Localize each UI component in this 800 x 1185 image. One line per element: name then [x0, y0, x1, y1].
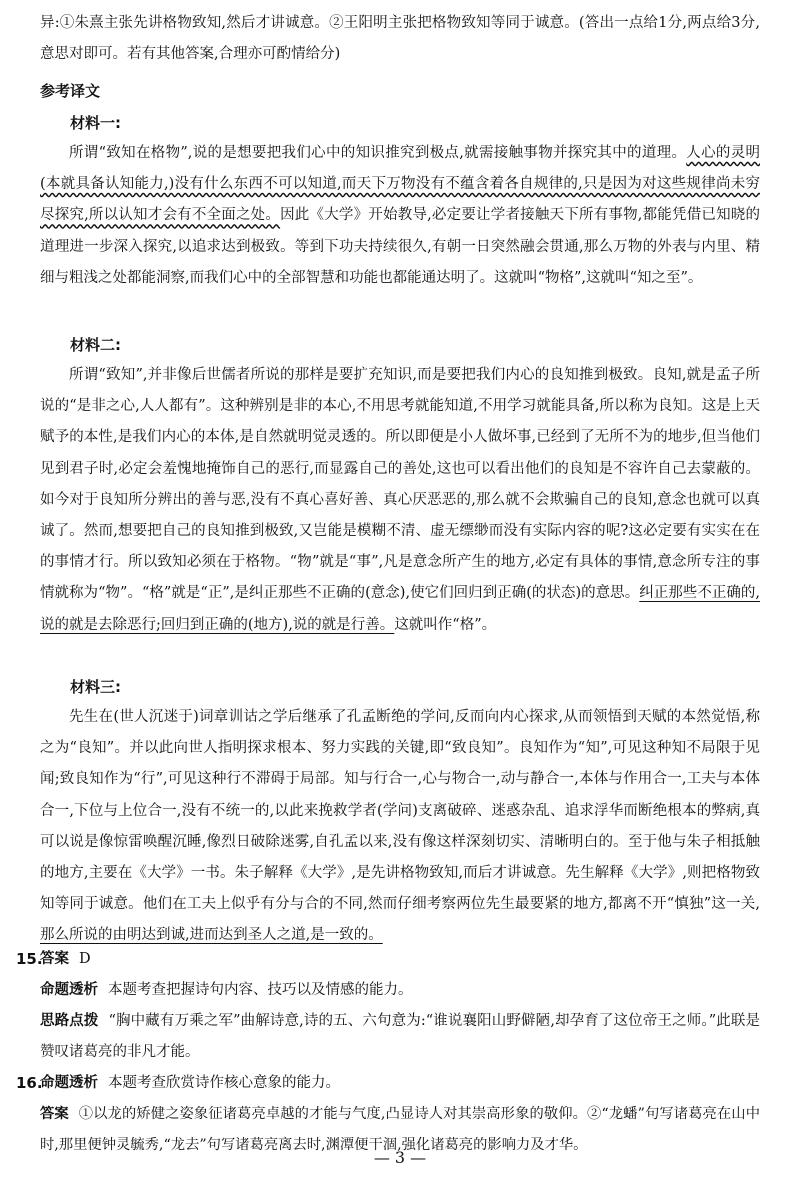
q15-hint-label: 思路点拨 — [40, 1013, 99, 1029]
q15-analysis-line — [40, 975, 760, 1006]
q16-analysis-label: 命题透析 — [40, 1075, 98, 1091]
material3-underline: 那么所说的由明达到诚,进而达到圣人之道,是一致的。 — [40, 927, 383, 944]
material3-title: 材料三: — [70, 678, 121, 696]
intro-paragraph — [40, 8, 760, 70]
material1-wavy-underline: 人心的灵明(本就具备认知能力,)没有什么东西不可以知道,而天下万物没有不蕴含着各自规律的,只是因为对这些规律尚未穷尽探究,所以认知才会有不全面之处。 — [40, 145, 760, 224]
q16-answer-text: ①以龙的矫健之姿象征诸葛亮卓越的才能与气度,凸显诗人对其崇高形象的敬仰。②“龙蟠”句写诸葛亮在山中时,那里便钟灵毓秀,“龙去”句写诸葛亮离去时,渊潭便干涸,强化诸葛亮的影响力及才华。 — [40, 1106, 760, 1154]
material2-paragraph — [40, 360, 760, 641]
material3-paragraph — [40, 702, 760, 952]
q15-hint-text: “胸中藏有万乘之军”曲解诗意,诗的五、六句意为:“谁说襄阳山野僻陋,却孕育了这位帝王之师。”此联是赞叹诸葛亮的非凡才能。 — [40, 1013, 760, 1061]
material1-paragraph — [40, 138, 760, 294]
material1-title: 材料一: — [70, 114, 121, 132]
material2-text-a: 所谓“致知”,并非像后世儒者所说的那样是要扩充知识,而是要把我们内心的良知推到极致。良知,就是孟子所说的“是非之心,人人都有”。这种辨别是非的本心,不用思考就能知道,不用学习就能具备,所以称为良知。这是上天赋予的本性,是我们内心的本体,是自然就明觉灵透的。所以即便是小人做坏事,已经到了无所不为的地步,但当他们见到君子时,必定会羞愧地掩饰自己的恶行,而显露自己的善处,这也可以看出他们的良知是不容许自己去蒙蔽的。如今对于良知所分辨出的善与恶,没有不真心喜好善、真心厌恶恶的,那么就不会欺骗自己的良知,意念也就可以真诚了。然而,想要把自己的良知推到极致,又岂能是模糊不清、虚无缥缈而没有实际内容的呢?这必定要有实实在在的事情才行。所以致知必须在于格物。“物”就是“事”,凡是意念所产生的地方,必定有具体的事情,意念所专注的事情就称为“物”。“格”就是“正”,是纠正那些不正确的(意念),使它们回归到正确(的状态)的意思。 — [40, 367, 760, 602]
page-number: — 3 — — [373, 1148, 427, 1167]
material1-text-b: 因此《大学》开始教导,必定要让学者接触天下所有事物,都能凭借已知晓的道理进一步深入探究,以追求达到极致。等到下功夫持续很久,有朝一日突然融会贯通,那么万物的外表与内里、精细与粗浅之处都能洞察,而我们心中的全部智慧和功能也都能通达明了。这就叫“物格”,这就叫“知之至”。 — [40, 207, 761, 286]
q15-hint-paragraph — [40, 1006, 760, 1068]
q15-answer-line — [40, 944, 760, 975]
q15-analysis-text: 本题考查把握诗句内容、技巧以及情感的能力。 — [108, 982, 413, 998]
material3-text-a: 先生在(世人沉迷于)词章训诂之学后继承了孔孟断绝的学问,反而向内心探求,从而领悟到天赋的本然觉悟,称之为“良知”。并以此向世人指明探求根本、努力实践的关键,即“致良知”。良知作为“知”,可见这种知不局限于见闻;致良知作为“行”,可见这种行不滞碍于局部。知与行合一,心与物合一,动与静合一,本体与作用合一,工夫与本体合一,下位与上位合一,没有不统一的,以此来挽救学者(学问)支离破碎、迷惑杂乱、追求浮华而断绝根本的弊病,真可以说是像惊雷唤醒沉睡,像烈日破除迷雾,自孔孟以来,没有像这样深刻切实、清晰明白的。至于他与朱子相抵触的地方,主要在《大学》一书。朱子解释《大学》,是先讲格物致知,而后才讲诚意。先生解释《大学》,则把格物致知等同于诚意。他们在工夫上似乎有分与合的不同,然而仔细考察两位先生最要紧的地方,都离不开“慎独”这一关, — [40, 709, 760, 913]
q16-answer-label: 答案 — [40, 1106, 69, 1122]
q15-analysis-label: 命题透析 — [40, 982, 98, 998]
q15-answer-label: 答案 — [40, 951, 69, 967]
q15-answer-value: D — [79, 951, 91, 967]
q16-number: 16. — [16, 1074, 43, 1092]
intro-text: 异:①朱熹主张先讲格物致知,然后才讲诚意。②王阳明主张把格物致知等同于诚意。(答出一点给1分,两点给3分,意思对即可。若有其他答案,合理亦可酌情给分) — [40, 15, 760, 63]
q15-number: 15. — [16, 950, 43, 968]
q16-analysis-text: 本题考查欣赏诗作核心意象的能力。 — [108, 1075, 340, 1091]
material2-text-b: 这就叫作“格”。 — [394, 616, 497, 633]
q16-analysis-line — [40, 1068, 760, 1099]
material1-text-a: 所谓“致知在格物”,说的是想要把我们心中的知识推究到极点,就需接触事物并探究其中的道理。 — [69, 145, 687, 161]
material2-title: 材料二: — [70, 336, 121, 354]
material2-underline: 纠正那些不正确的,说的就是去除恶行;回归到正确的(地方),说的就是行善。 — [40, 585, 761, 633]
translation-heading: 参考译文 — [40, 82, 101, 100]
